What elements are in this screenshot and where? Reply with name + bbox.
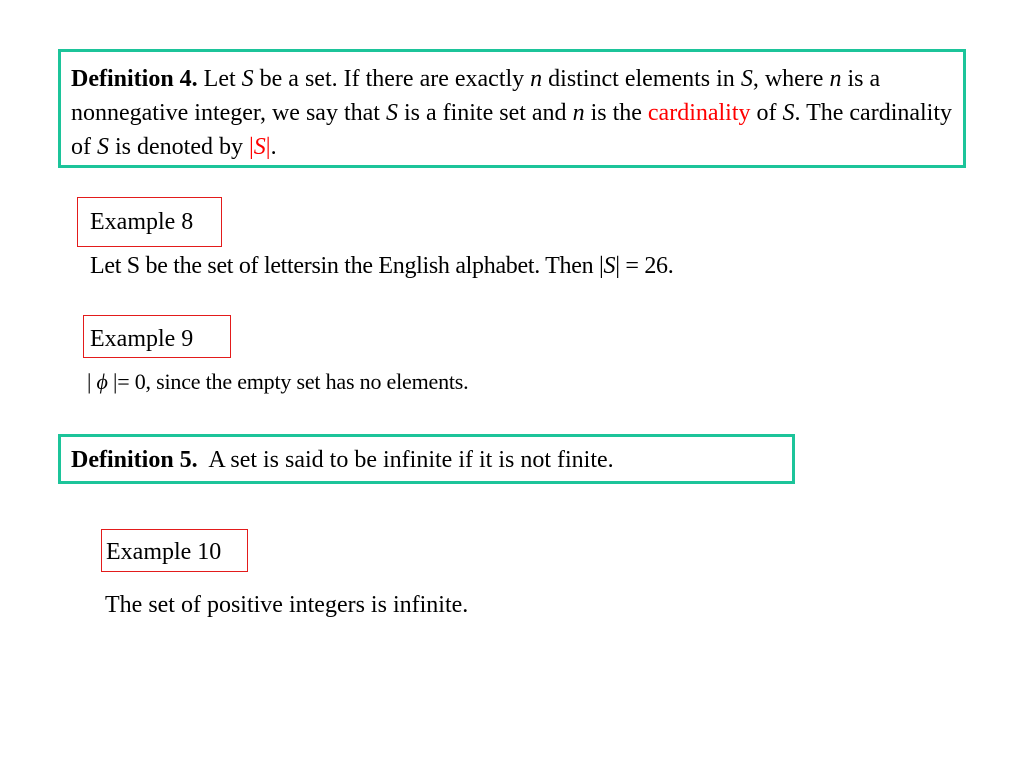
example-9-text: | ϕ |= 0, since the empty set has no elements.: [87, 369, 469, 394]
definition-4-text: Definition 4. Let S be a set. If there are exactly n distinct elements in S, where n is a nonnegative integer, we say that S is a finite set and n is the cardinality of S. The cardinality of S is denoted by |S|.: [71, 66, 953, 160]
definition-4-heading: Definition 4.: [71, 66, 198, 92]
cardinality-term: cardinality: [647, 100, 751, 126]
example-10-label: Example 10: [101, 529, 248, 572]
example-10-text: The set of positive integers is infinite.: [105, 592, 469, 618]
definition-5-heading: Definition 5.: [71, 447, 198, 473]
definition-5-box: [58, 434, 795, 484]
definition-5-text: Definition 5. A set is said to be infinite if it is not finite.: [71, 447, 614, 473]
example-8-text: Let S be the set of lettersin the English alphabet. Then |S| = 26.: [90, 253, 674, 279]
example-9-label: Example 9: [83, 315, 231, 358]
cardinality-notation: |S|: [248, 134, 271, 160]
definition-4-box: [58, 49, 966, 168]
example-8-label: Example 8: [77, 197, 222, 247]
